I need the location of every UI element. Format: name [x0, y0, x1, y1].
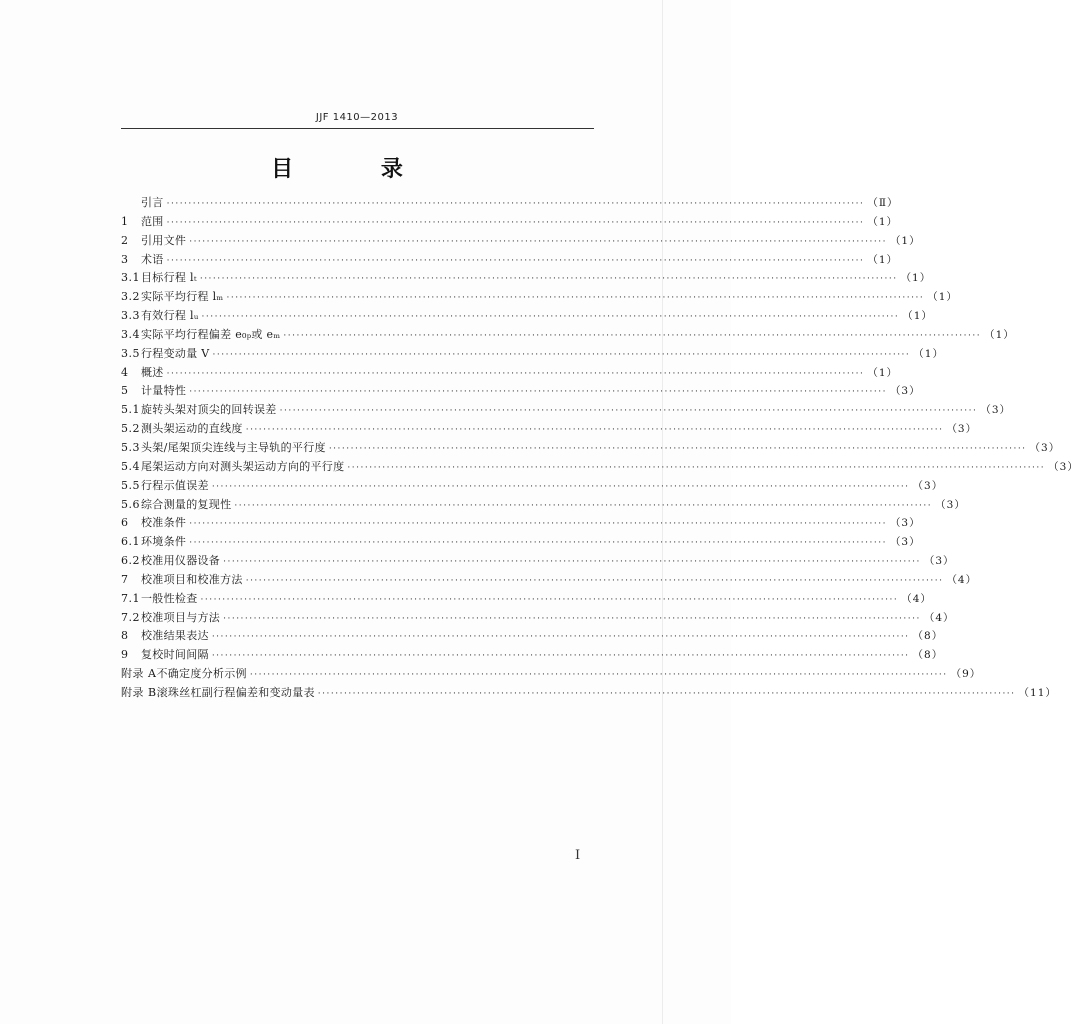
toc-entry-number: 3.4	[121, 327, 140, 341]
toc-entry-number: 7	[121, 572, 129, 586]
toc-leader-dots: ································································································································································	[234, 500, 933, 511]
toc-entry-page: （3）	[935, 498, 966, 511]
toc-entry-page: （3）	[889, 536, 921, 549]
toc-entry-title: 引言	[141, 196, 164, 209]
toc-entry-page: （1）	[913, 347, 944, 360]
toc-entry-title: 一般性检查	[141, 591, 198, 605]
toc-entry-title: 环境条件	[141, 535, 187, 549]
toc-entry[interactable]	[121, 307, 933, 326]
toc-entry-page: （11）	[1018, 686, 1057, 699]
toc-entry-page: （3）	[923, 555, 955, 568]
toc-entry[interactable]	[121, 251, 899, 270]
toc-entry[interactable]	[121, 496, 966, 515]
toc-entry-title: 不确定度分析示例	[156, 667, 247, 681]
toc-entry-number: 3.2	[121, 290, 140, 304]
toc-entry-number: 7.2	[121, 610, 140, 624]
toc-leader-dots: ································································································································································	[211, 651, 910, 662]
toc-entry-title: 目标行程 lₜ	[141, 271, 197, 285]
toc-entry-page: （1）	[984, 328, 1015, 341]
toc-entry-title: 术语	[141, 252, 164, 266]
page-title: 目 录	[271, 157, 443, 182]
toc-entry-page: （3）	[946, 423, 978, 436]
toc-entry[interactable]	[121, 382, 921, 401]
toc-entry[interactable]	[121, 401, 1012, 420]
toc-entry[interactable]	[121, 345, 944, 364]
toc-entry-title: 校准结果表达	[141, 629, 209, 643]
toc-entry-title: 尾架运动方向对测头架运动方向的平行度	[141, 459, 345, 473]
toc-entry-title: 校准项目和校准方法	[141, 572, 243, 586]
toc-entry-number: 7.1	[121, 591, 140, 605]
toc-leader-dots: ································································································································································	[199, 274, 898, 285]
toc-entry-number: 5.4	[121, 459, 140, 473]
toc-leader-dots: ································································································································································	[328, 443, 1027, 454]
toc-entry-page: （3）	[912, 479, 944, 492]
toc-entry-page: （4）	[901, 592, 932, 605]
toc-entry-number: 4	[121, 365, 129, 379]
toc-entry[interactable]	[121, 326, 1015, 345]
toc-entry-number: 2	[121, 233, 129, 247]
toc-entry-title: 校准项目与方法	[141, 610, 221, 624]
toc-leader-dots: ································································································································································	[223, 613, 921, 624]
toc-entry-page: （1）	[902, 310, 933, 323]
toc-entry-number: 附录 B	[121, 685, 157, 699]
toc-leader-dots: ································································································································································	[166, 368, 865, 379]
toc-entry-number: 3	[121, 252, 129, 266]
toc-leader-dots: ································································································································································	[212, 349, 911, 360]
toc-entry-page: （1）	[889, 234, 921, 247]
toc-leader-dots: ································································································································································	[189, 519, 887, 530]
toc-leader-dots: ································································································································································	[347, 462, 1046, 473]
toc-entry-page: （3）	[889, 517, 921, 530]
toc-entry-title: 实际平均行程 lₘ	[141, 290, 224, 304]
toc-leader-dots: ································································································································································	[249, 670, 948, 681]
toc-entry-number: 5	[121, 384, 129, 398]
toc-leader-dots: ································································································································································	[166, 255, 865, 266]
toc-entry-title: 行程示值误差	[141, 478, 209, 492]
toc-entry[interactable]	[121, 533, 921, 552]
toc-entry-title: 实际平均行程偏差 e₀ₚ或 eₘ	[141, 327, 281, 341]
toc-entry-page: （1）	[900, 272, 932, 285]
toc-entry-page: （3）	[980, 404, 1012, 417]
toc-entry-number: 1	[121, 214, 129, 228]
toc-entry[interactable]	[121, 420, 978, 439]
toc-entry[interactable]	[121, 194, 899, 213]
toc-entry-title: 测头架运动的直线度	[141, 422, 243, 436]
toc-entry[interactable]	[121, 458, 1079, 477]
toc-entry[interactable]	[121, 609, 955, 628]
toc-entry-page: （3）	[889, 385, 921, 398]
toc-leader-dots: ································································································································································	[189, 538, 887, 549]
toc-entry-number: 6.2	[121, 554, 140, 568]
toc-entry-number: 5.3	[121, 440, 140, 454]
toc-entry-title: 校准用仪器设备	[141, 554, 221, 568]
toc-entry-page: （9）	[950, 668, 982, 681]
toc-leader-dots: ································································································································································	[166, 199, 865, 209]
toc-entry[interactable]	[121, 232, 921, 251]
header-rule	[121, 128, 594, 129]
toc-entry[interactable]	[121, 665, 982, 684]
toc-leader-dots: ································································································································································	[189, 236, 887, 247]
toc-leader-dots: ································································································································································	[189, 387, 887, 398]
toc-entry[interactable]	[121, 552, 955, 571]
toc-entry-title: 校准条件	[141, 516, 187, 530]
toc-leader-dots: ································································································································································	[283, 330, 982, 341]
toc-entry-number: 3.1	[121, 271, 140, 285]
toc-entry-title: 计量特性	[141, 384, 187, 398]
toc-entry-number: 附录 A	[121, 667, 157, 681]
toc-leader-dots: ································································································································································	[226, 293, 925, 304]
standard-code-header: JJF 1410—2013	[315, 112, 399, 123]
toc-entry-title: 行程变动量 V	[141, 346, 210, 360]
toc-entry-number: 5.1	[121, 403, 140, 417]
toc-leader-dots: ································································································································································	[245, 575, 944, 586]
toc-leader-dots: ································································································································································	[245, 425, 944, 436]
table-of-contents	[121, 194, 1079, 703]
toc-entry-number: 6	[121, 516, 129, 530]
toc-entry[interactable]	[121, 646, 944, 665]
toc-leader-dots: ································································································································································	[201, 312, 900, 323]
toc-entry-number: 8	[121, 629, 129, 643]
toc-entry[interactable]	[121, 627, 944, 646]
toc-entry-page: （8）	[912, 649, 944, 662]
toc-leader-dots: ································································································································································	[279, 406, 978, 417]
toc-entry-number: 5.6	[121, 497, 140, 511]
toc-leader-dots: ································································································································································	[211, 481, 910, 492]
toc-entry-number: 3.3	[121, 309, 140, 323]
toc-entry-title: 概述	[141, 365, 164, 379]
toc-entry-number: 5.2	[121, 422, 140, 436]
toc-entry-page: （Ⅱ）	[867, 197, 899, 209]
toc-entry-page: （4）	[946, 573, 978, 586]
toc-entry-number: 3.5	[121, 346, 140, 360]
toc-entry-page: （3）	[1029, 441, 1061, 454]
toc-entry[interactable]	[121, 477, 944, 496]
toc-entry-title: 滚珠丝杠副行程偏差和变动量表	[156, 685, 315, 699]
page-number: I	[575, 848, 581, 863]
toc-entry-title: 范围	[141, 214, 164, 228]
toc-entry[interactable]	[121, 269, 932, 288]
toc-entry[interactable]	[121, 590, 932, 609]
toc-entry-title: 旋转头架对顶尖的回转误差	[141, 403, 277, 417]
toc-entry[interactable]	[121, 439, 1061, 458]
toc-entry-number: 6.1	[121, 535, 140, 549]
toc-entry-title: 复校时间间隔	[141, 648, 209, 662]
toc-entry[interactable]	[121, 288, 958, 307]
toc-entry[interactable]	[121, 364, 899, 383]
toc-leader-dots: ································································································································································	[223, 557, 921, 568]
toc-leader-dots: ································································································································································	[200, 594, 899, 605]
toc-entry[interactable]	[121, 571, 978, 590]
toc-entry-title: 综合测量的复现性	[141, 497, 232, 511]
toc-entry-number: 9	[121, 648, 129, 662]
toc-entry-page: （1）	[867, 253, 899, 266]
toc-entry[interactable]	[121, 684, 1057, 703]
toc-entry-page: （4）	[923, 611, 955, 624]
toc-entry-page: （1）	[927, 291, 958, 304]
toc-entry-title: 有效行程 lᵤ	[141, 309, 199, 323]
toc-entry-page: （1）	[867, 215, 899, 228]
toc-entry-page: （8）	[912, 630, 944, 643]
toc-entry[interactable]	[121, 213, 899, 232]
toc-leader-dots: ································································································································································	[211, 632, 910, 643]
toc-entry-title: 引用文件	[141, 233, 187, 247]
toc-entry-title: 头架/尾架顶尖连线与主导轨的平行度	[141, 440, 326, 454]
toc-entry-page: （1）	[867, 366, 899, 379]
toc-leader-dots: ································································································································································	[317, 688, 1016, 699]
toc-entry[interactable]	[121, 514, 921, 533]
toc-entry-page: （3）	[1048, 460, 1079, 473]
toc-entry-number: 5.5	[121, 478, 140, 492]
toc-leader-dots: ································································································································································	[166, 217, 865, 228]
